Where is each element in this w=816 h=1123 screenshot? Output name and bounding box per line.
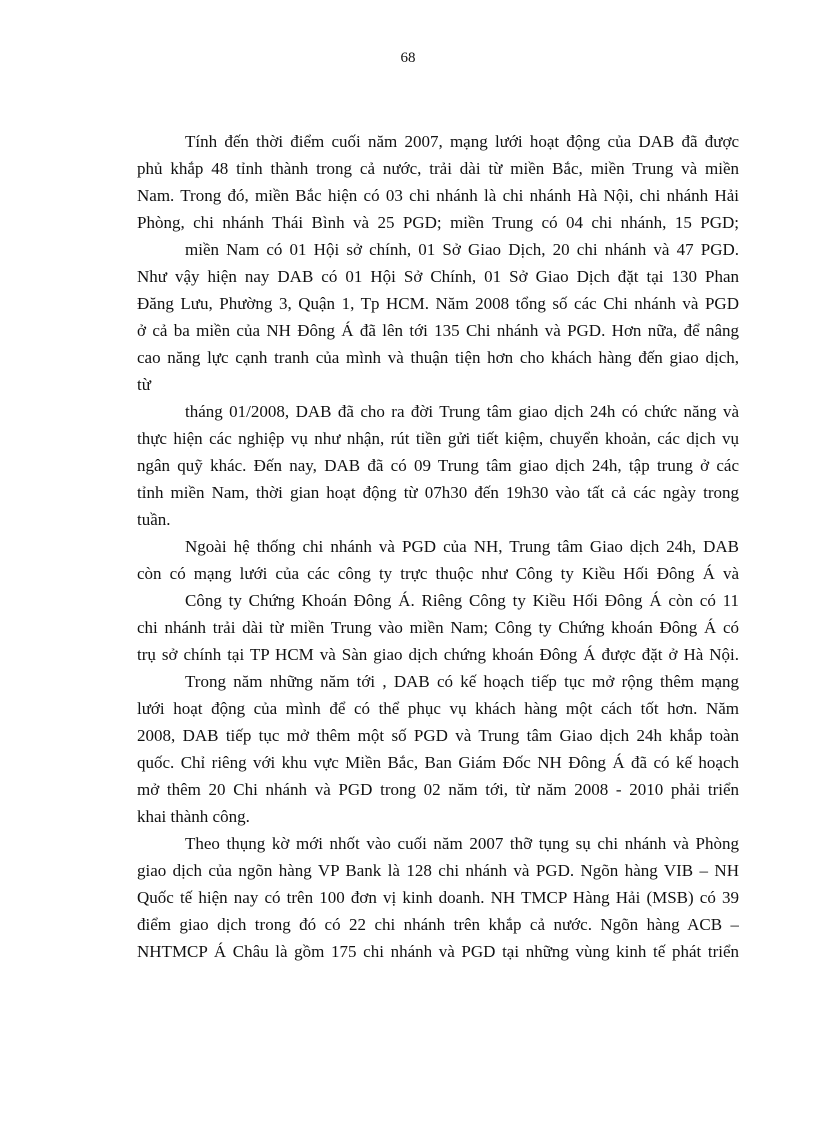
text-line: Ngoài hệ thống chi nhánh và PGD của NH, Trung tâm Giao dịch 24h, DAB [185,537,739,556]
text-line: Phòng, chi nhánh Thái Bình và 25 PGD; miền Trung có 04 chi nhánh, 15 PGD; [137,213,739,232]
text-line: chi nhánh trải dài từ miền Trung vào miền Nam; Công ty Chứng khoán Đông Á có [137,618,739,637]
text-line: Theo thụng kờ mới nhốt vào cuối năm 2007 thỡ tụng sụ chi nhánh và Phòng [185,834,739,853]
text-line: lưới hoạt động của mình để có thể phục vụ khách hàng một cách tốt hơn. Năm [137,699,739,718]
body-text [137,128,739,965]
text-line: tháng 01/2008, DAB đã cho ra đời Trung tâm giao dịch 24h có chức năng và [185,402,739,421]
page-number: 68 [400,50,416,66]
text-line: trụ sở chính tại TP HCM và Sàn giao dịch chứng khoán Đông Á được đặt ở Hà Nội. [137,645,739,664]
text-line: Công ty Chứng Khoán Đông Á. Riêng Công ty Kiều Hối Đông Á còn có 11 [185,591,739,610]
text-line: Trong năm những năm tới , DAB có kế hoạch tiếp tục mở rộng thêm mạng [185,672,739,691]
text-line: Nam. Trong đó, miền Bắc hiện có 03 chi nhánh là chi nhánh Hà Nội, chi nhánh Hải [137,186,739,205]
text-line: 2008, DAB tiếp tục mở thêm một số PGD và Trung tâm Giao dịch 24h khắp toàn [137,726,739,745]
text-line: điểm giao dịch trong đó có 22 chi nhánh trên khắp cả nước. Ngõn hàng ACB – [137,915,739,934]
text-line: quốc. Chỉ riêng với khu vực Miền Bắc, Ban Giám Đốc NH Đông Á đã có kế hoạch [137,753,739,772]
text-line: mở thêm 20 Chi nhánh và PGD trong 02 năm tới, từ năm 2008 - 2010 phải triển [137,780,739,799]
text-line: còn có mạng lưới của các công ty trực thuộc như Công ty Kiều Hối Đông Á và [137,564,739,583]
text-line: cao năng lực cạnh tranh của mình và thuận tiện hơn cho khách hàng đến giao dịch, [137,348,739,367]
text-line: ở cả ba miền của NH Đông Á đã lên tới 135 Chi nhánh và PGD. Hơn nữa, để nâng [137,321,739,340]
text-line: phủ khắp 48 tỉnh thành trong cả nước, trải dài từ miền Bắc, miền Trung và miền [137,159,739,178]
text-line: tuần. [137,510,171,529]
text-line: miền Nam có 01 Hội sở chính, 01 Sở Giao Dịch, 20 chi nhánh và 47 PGD. [185,240,739,259]
text-line: từ [137,375,151,394]
text-line: khai thành công. [137,807,250,826]
text-line: ngân quỹ khác. Đến nay, DAB đã có 09 Trung tâm giao dịch 24h, tập trung ở các [137,456,739,475]
text-line: NHTMCP Á Châu là gồm 175 chi nhánh và PGD tại những vùng kinh tế phát triển [137,942,739,961]
text-line: tỉnh miền Nam, thời gian hoạt động từ 07h30 đến 19h30 vào tất cả các ngày trong [137,483,739,502]
text-line: Tính đến thời điểm cuối năm 2007, mạng lưới hoạt động của DAB đã được [185,132,739,151]
text-line: Đăng Lưu, Phường 3, Quận 1, Tp HCM. Năm 2008 tổng số các Chi nhánh và PGD [137,294,739,313]
text-line: thực hiện các nghiệp vụ như nhận, rút tiền gửi tiết kiệm, chuyển khoản, các dịch vụ [137,429,739,448]
text-line: Như vậy hiện nay DAB có 01 Hội Sở Chính, 01 Sở Giao Dịch đặt tại 130 Phan [137,267,739,286]
text-line: giao dịch của ngõn hàng VP Bank là 128 chi nhánh và PGD. Ngõn hàng VIB – NH [137,861,739,880]
text-line: Quốc tế hiện nay có trên 100 đơn vị kinh doanh. NH TMCP Hàng Hải (MSB) có 39 [137,888,739,907]
